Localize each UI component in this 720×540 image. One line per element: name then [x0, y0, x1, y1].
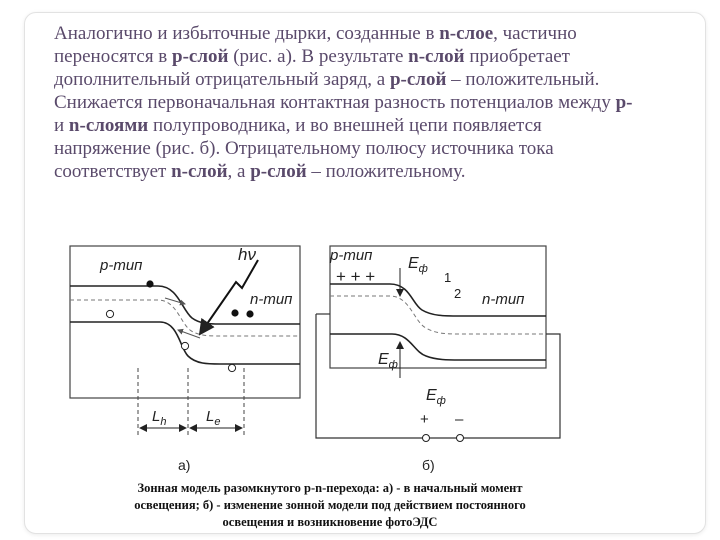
ef-label-top: $E_ф$ — [408, 255, 428, 275]
terminal-minus — [457, 435, 464, 442]
label-b: б) — [422, 457, 435, 473]
electron-dot — [146, 280, 153, 287]
electron-dot — [231, 309, 238, 316]
hole-circle — [106, 310, 113, 317]
valence-band-b — [330, 334, 546, 360]
p-type-label-a: p-тип — [100, 257, 143, 274]
label-a: а) — [178, 457, 191, 473]
photon-label: hν — [238, 245, 256, 264]
figure-caption — [70, 480, 590, 531]
caption-line: освещения и возникновение фотоЭДС — [222, 515, 438, 529]
lh-label: $L_h$ — [152, 408, 167, 428]
plus-terminal-label: + — [420, 411, 429, 428]
hole-circle — [181, 342, 188, 349]
curve-num-1: 1 — [444, 270, 452, 285]
curve-num-2: 2 — [454, 286, 462, 301]
plus-signs-label: + + + — [336, 267, 376, 286]
terminal-plus — [423, 435, 430, 442]
electron-dot — [246, 310, 253, 317]
caption-line: освещения; б) - изменение зонной модели под действием постоянного — [134, 498, 526, 512]
le-label: $L_e$ — [206, 408, 221, 428]
diagram-b — [316, 246, 560, 473]
caption-line: Зонная модель разомкнутого p-n-перехода: а) - в начальный момент — [137, 481, 523, 495]
p-type-label-b: p-тип — [330, 247, 373, 264]
ef-label-source: $E_ф$ — [426, 387, 446, 407]
n-type-label-a: n-тип — [250, 291, 293, 308]
band-diagrams — [60, 238, 660, 478]
minus-terminal-label: – — [455, 411, 464, 428]
diagram-a — [70, 245, 300, 473]
n-type-label-b: n-тип — [482, 291, 525, 308]
ef-label-left: $E_ф$ — [378, 351, 398, 371]
hole-circle — [228, 364, 235, 371]
body-paragraph: Аналогично и избыточные дырки, созданные в n-слое, частично переносятся в p-слой (рис. а). В результате n-слой приобретает дополнительный отрицательный заряд, а p-слой – положительный. Снижается первоначальная контактная разность потенциалов между p- и n-слоями полупроводника, и во внешней цепи появляется напряжение (рис. б). Отрицательному полюсу источника тока соответствует n-слой, а p-слой – положительному. — [54, 23, 633, 182]
